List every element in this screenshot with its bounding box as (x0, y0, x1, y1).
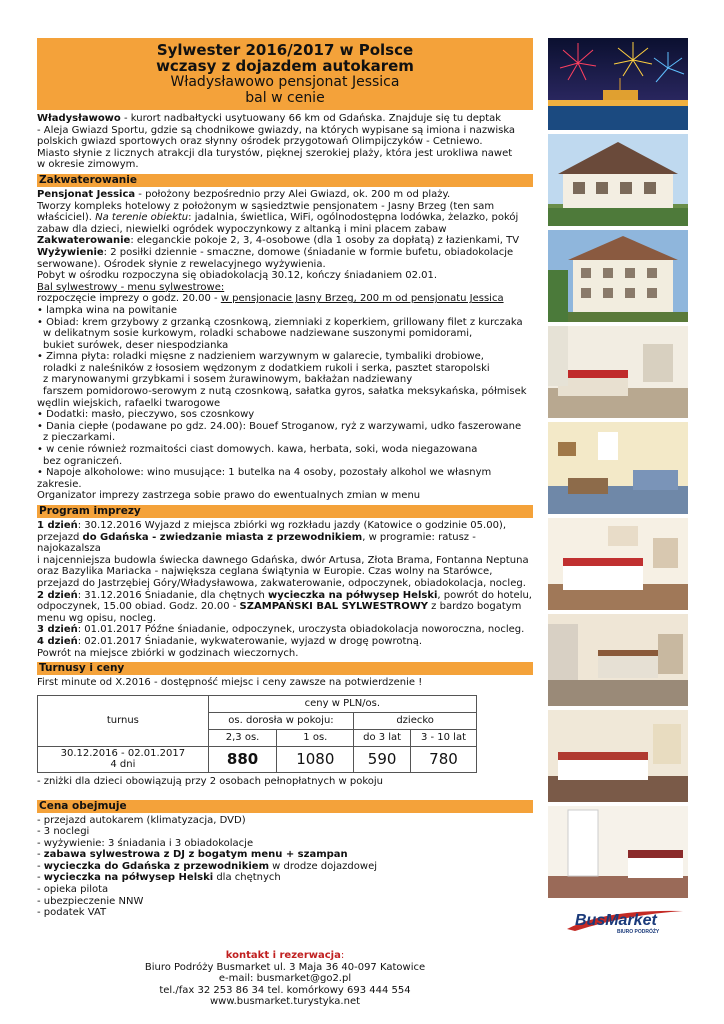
subheader: 3 - 10 lat (410, 729, 476, 746)
ball-menu-heading: Bal sylwestrowy - menu sylwestrowe: (37, 281, 225, 293)
text: : eleganckie pokoje 2, 3, 4-osobowe (dla 1 osoby za dopłatą) z łazienkami, TV (130, 235, 520, 247)
text-bold: do Gdańska - zwiedzanie miasta z przewodnikiem (82, 531, 363, 543)
photo-fireworks (548, 38, 688, 130)
title-banner (37, 38, 533, 110)
menu-item: • Dodatki: masło, pieczywo, sos czosnkowy (37, 409, 255, 421)
text: : 01.01.2017 Późne śniadanie, odpoczynek, uroczysta obiadokolacja noworoczna, nocleg. (77, 624, 525, 636)
menu-note: Organizator imprezy zastrzega sobie prawo do ewentualnych zmian w menu (37, 490, 421, 502)
text-underlined: w pensjonacie Jasny Brzeg, 200 m od pensjonatu Jessica (220, 293, 504, 305)
list-item: - opieka pilota (37, 884, 109, 896)
contact-colon: : (340, 950, 345, 961)
text-bold: SZAMPAŃSKI BAL SYLWESTROWY (239, 601, 428, 613)
accommodation-line (37, 247, 533, 259)
program-line: oraz Bazylika Mariacka - największa ceglana świątynia w Europie. Czas wolny na Starówce, (37, 566, 493, 578)
program-line (37, 624, 533, 636)
program-line: i najcenniejsza budowla świecka dawnego Gdańska, dwór Artusa, Złota Brama, Fontanna Neptuna (37, 554, 529, 566)
menu-item-cont: roladki z naleśników z łososiem wędzonym z dodatkiem rukoli i serka, pasztet staropolski (43, 362, 490, 374)
accommodation-line: Pobyt w ośrodku rozpoczyna się obiadokolacją 30.12, kończy śniadaniem 02.01. (37, 270, 438, 282)
intro-line: polskich gwiazd sportowych oraz słynny ośrodek przygotowań Olimpijczyków - Cetniewo. (37, 136, 483, 148)
accommodation-line: Tworzy kompleks hotelowy z położonym w sąsiedztwie pensjonatem - Jasny Brzeg (ten sam (37, 200, 495, 212)
intro-text: - kurort nadbałtycki usytuowany 66 km od Gdańska. Znajduje się tu deptak (120, 113, 502, 124)
photo-building-2 (548, 230, 688, 322)
accommodation-line: serwowane). Ośrodek słynie z rewelacyjnego wyżywienia. (37, 258, 326, 270)
text: odpoczynek, 15.00 obiad. Godz. 20.00 - (37, 601, 240, 613)
program-line: przejazd do Jastrzębiej Góry/Władysławowa, zakwaterowanie, odpoczynek, obiadokolacja, nocleg. (37, 577, 526, 589)
list-item: - ubezpieczenie NNW (37, 895, 144, 907)
photo-room-5 (548, 710, 688, 802)
intro-line: - Aleja Gwiazd Sportu, gdzie są chodnikowe gwiazdy, na których wypisane są imiona i nazwiska (37, 124, 516, 136)
text-bold: zabawa sylwestrowa z DJ z bogatym menu + szampan (43, 849, 348, 861)
day-label: 3 dzień (37, 624, 78, 636)
menu-item-cont: bukiet surówek, deser niespodzianka (43, 339, 229, 351)
photo-building-1 (548, 134, 688, 226)
header-adult: os. dorosła w pokoju: (208, 712, 354, 729)
list-item: - podatek VAT (37, 907, 107, 919)
text: - położony bezpośrednio przy Alei Gwiazd, ok. 200 m od plaży. (135, 188, 451, 200)
contact-block (37, 950, 533, 1008)
menu-item: • Dania ciepłe (podawane po gdz. 24.00): Bouef Stroganow, ryż z warzywami, udko faszerowane (37, 420, 522, 432)
contact-address: Biuro Podróży Busmarket ul. 3 Maja 36 40-097 Katowice (144, 961, 426, 973)
dates: 30.12.2016 - 02.01.2017 (60, 747, 186, 759)
price-cell: 780 (410, 746, 476, 772)
title-line-2: wczasy z dojazdem autokarem (156, 57, 414, 75)
menu-item: • w cenie również rozmaitości ciast domowych. kawa, herbata, soki, woda niegazowana (37, 444, 478, 456)
text-bold: wycieczka do Gdańska z przewodnikiem (43, 860, 269, 872)
program-line (37, 590, 533, 602)
menu-item-cont: z pieczarkami. (43, 432, 116, 444)
menu-item-cont: wędlin wiejskich, rafaelki twarogowe (37, 397, 221, 409)
table-row (38, 746, 477, 772)
menu-item-cont: bez ograniczeń. (43, 455, 123, 467)
text: : 02.01.2017 Śniadanie, wykwaterowanie, wyjazd w drogę powrotną. (77, 635, 423, 647)
photo-room-4 (548, 614, 688, 706)
list-item: - 3 noclegi (37, 826, 90, 838)
price-cell: 590 (354, 746, 411, 772)
program-line: menu wg opisu, nocleg. (37, 612, 157, 624)
day-label: 2 dzień (37, 589, 78, 601)
contact-website[interactable]: www.busmarket.turystyka.net (209, 996, 361, 1007)
list-item (37, 849, 533, 861)
intro-line: Miasto słynie z licznych atrakcji dla turystów, pięknej szerokiej plaży, która jest urokliwa nawet (37, 147, 513, 159)
text: w drodze dojazdowej (268, 860, 378, 872)
menu-item-cont: w delikatnym sosie kurkowym, roladki schabowe nadziewane suszonymi pomidorami, (43, 328, 473, 340)
header-turnus: turnus (38, 695, 209, 746)
accommodation-line (37, 212, 533, 224)
main-content (37, 113, 533, 919)
menu-item: • Napoje alkoholowe: wino musujące: 1 butelka na 4 osoby, pozostały alkohol we własnym zakresie. (37, 467, 492, 490)
price-cell: 880 (208, 746, 277, 772)
photo-room-1 (548, 326, 688, 418)
table-row (38, 695, 477, 712)
text: : 2 posiłki dziennie - smaczne, domowe (śniadanie w formie bufetu, obiadokolacje (103, 246, 514, 258)
program-line (37, 636, 533, 648)
section-heading-turnusy: Turnusy i ceny (37, 662, 533, 675)
photo-room-3 (548, 518, 688, 610)
accommodation-line: zabaw dla dzieci, niewielki ogródek wypoczynkowy z altanką i mini placem zabaw (37, 223, 447, 235)
accommodation-line (37, 189, 533, 201)
title-line-3: Władysławowo pensjonat Jessica (170, 74, 400, 90)
menu-item-cont: farszem pomidorowo-serowym z nutą czosnkową, sałatka gyros, sałatka meksykańska, półmisek (43, 386, 527, 398)
program-line: Powrót na miejsce zbiórki w godzinach wieczornych. (37, 647, 299, 659)
list-item: - przejazd autokarem (klimatyzacja, DVD) (37, 814, 246, 826)
text: rozpoczęcie imprezy o godz. 20.00 - (37, 293, 221, 305)
text: : 31.12.2016 Śniadanie, dla chętnych (77, 589, 269, 601)
price-cell: 1080 (277, 746, 354, 772)
program-line (37, 601, 533, 613)
list-item: - wyżywienie: 3 śniadania i 3 obiadokolacje (37, 837, 254, 849)
text: dla chętnych (213, 872, 281, 884)
intro-line (37, 113, 533, 125)
text: z bardzo bogatym (427, 601, 522, 613)
photo-room-2 (548, 422, 688, 514)
logo-tag: BIURO PODRÓŻY (617, 929, 660, 935)
contact-phone: tel./fax 32 253 86 34 tel. komórkowy 693 444 554 (159, 984, 411, 996)
accommodation-line (37, 235, 533, 247)
discount-note: - zniżki dla dzieci obowiązują przy 2 osobach pełnopłatnych w pokoju (37, 775, 383, 787)
list-item (37, 872, 533, 884)
title-line-4: bal w cenie (245, 90, 325, 106)
label: Zakwaterowanie (37, 235, 131, 247)
text-italic: Na terenie obiektu (95, 212, 189, 224)
contact-heading-line (37, 950, 533, 962)
list-item (37, 861, 533, 873)
accommodation-line (37, 293, 533, 305)
section-heading-price-includes: Cena obejmuje (37, 800, 533, 813)
day-label: 1 dzień (37, 520, 78, 531)
text: właściciel). (37, 212, 96, 224)
dash: - (37, 849, 44, 861)
subheader: 2,3 os. (208, 729, 277, 746)
dash: - (37, 872, 44, 884)
turnus-dates (38, 746, 209, 772)
text: : 30.12.2016 Wyjazd z miejsca zbiórki wg rozkładu jazdy (Katowice o godzinie 05.00), (77, 520, 507, 531)
text-bold: wycieczka na półwysep Helski (43, 872, 214, 884)
section-heading-program: Program imprezy (37, 505, 533, 518)
header-prices: ceny w PLN/os. (208, 695, 476, 712)
contact-email[interactable]: e-mail: busmarket@go2.pl (218, 973, 352, 984)
program-line (37, 520, 533, 532)
header-child: dziecko (354, 712, 477, 729)
subheader: do 3 lat (354, 729, 411, 746)
logo-brand: BusMarket (575, 912, 657, 929)
program-line (37, 532, 533, 555)
intro-place: Władysławowo (37, 113, 121, 124)
menu-item: • Zimna płyta: roladki mięsne z nadzieniem warzywnym w galarecie, tymbaliki drobiowe, (37, 351, 484, 363)
intro-line: w okresie zimowym. (37, 159, 139, 171)
text-bold: wycieczka na półwysep Helski (268, 589, 438, 601)
text: , w programie: ratusz - najokazalsza (37, 531, 476, 555)
text: przejazd (37, 531, 83, 543)
menu-item: • lampka wina na powitanie (37, 304, 177, 316)
title-line-1: Sylwester 2016/2017 w Polsce (156, 41, 414, 59)
busmarket-logo (565, 905, 685, 935)
subheader: 1 os. (277, 729, 354, 746)
days: 4 dni (110, 759, 136, 771)
text: : jadalnia, świetlica, WiFi, ogólnodostępna lodówka, żelazko, pokój (188, 212, 519, 224)
text: , powrót do hotelu, (437, 589, 532, 601)
dash: - (37, 860, 44, 872)
photo-room-6 (548, 806, 688, 898)
label: Wyżywienie (37, 246, 104, 258)
contact-heading: kontakt i rezerwacja (225, 950, 341, 961)
day-label: 4 dzień (37, 635, 78, 647)
section-heading-accommodation: Zakwaterowanie (37, 174, 533, 187)
hotel-name: Pensjonat Jessica (37, 188, 136, 200)
menu-item-cont: z marynowanymi grzybkami i sosem żurawinowym, bakłażan nadziewany (43, 374, 413, 386)
price-table (37, 695, 477, 773)
menu-item: • Obiad: krem grzybowy z grzanką czosnkową, ziemniaki z koperkiem, grillowany filet z kurczaka (37, 316, 523, 328)
first-minute-note: First minute od X.2016 - dostępność miejsc i ceny zawsze na potwierdzenie ! (37, 677, 423, 689)
